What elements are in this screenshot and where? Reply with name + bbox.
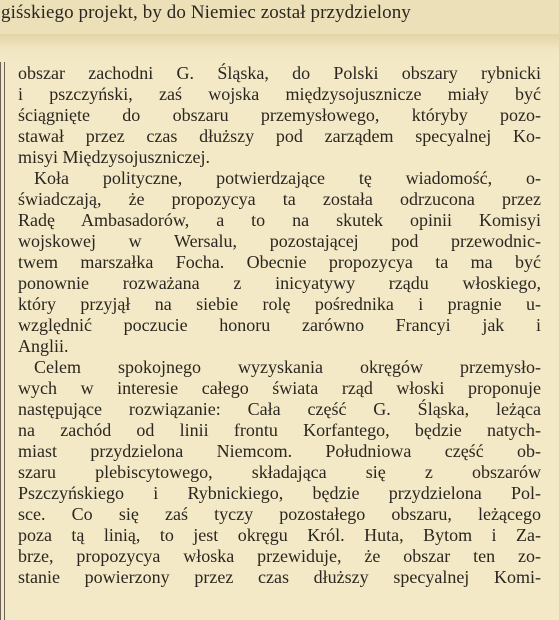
fragment-line: giśskiego projekt, by do Niemiec został przydzielony [1,2,411,23]
column-rule [0,62,1,620]
article-line: brze, propozycya włoska przewiduje, że obszar ten zo- [18,546,541,566]
article-line: Celem spokojnego wyzyskania okręgów przemysło- [34,357,541,377]
article-column [18,63,541,588]
article-line: szaru plebiscytowego, składająca się z obszarów [18,462,541,482]
article-line: wych w interesie całego świata rząd włoski proponuje [18,378,541,398]
article-line: świadczają, że propozycya ta została odrzucona przez [18,189,541,209]
column-rule-inner [4,62,5,620]
article-line: miast przydzielona Niemcom. Południowa część ob- [18,441,541,461]
article-line: stanie powierzony przez czas dłuższy specyalnej Komi- [18,567,541,587]
paper-fold [0,34,559,60]
article-line: obszar zachodni G. Śląska, do Polski obszary rybnicki [18,63,541,83]
article-line: Radę Ambasadorów, a to na skutek opinii Komisyi [18,210,541,230]
article-line: ściągnięte do obszaru przemysłowego, któryby pozo- [18,105,541,125]
article-line: ponownie rozważana z inicyatywy rządu włoskiego, [18,273,541,293]
article-line: misyi Międzysojuszniczej. [18,147,210,167]
article-line: sce. Co się zaś tyczy pozostałego obszaru, leżącego [18,504,541,524]
article-line: twem marszałka Focha. Obecnie propozycya ta ma być [18,252,541,272]
article-line: stawał przez czas dłuższy pod zarządem specyalnej Ko- [18,126,541,146]
article-line: Koła polityczne, potwierdzające tę wiadomość, o- [34,168,541,188]
article-line: na zachód od linii frontu Korfantego, będzie natych- [18,420,541,440]
article-line: wojskowej w Wersalu, pozostającej pod przewodnic- [18,231,541,251]
article-line: Anglii. [18,336,69,356]
article-line: i pszczyński, zaś wojska międzysojusznicze miały być [18,84,541,104]
article-line: Pszczyńskiego i Rybnickiego, będzie przydzielona Pol- [18,483,541,503]
article-line: względnić poczucie honoru zarówno Francyi jak i [18,315,541,335]
previous-column-fragment [0,0,559,34]
article-line: następujące rozwiązanie: Cała część G. Śląska, leżąca [18,399,541,419]
article-line: poza tą linią, to jest okręgu Król. Huta, Bytom i Za- [18,525,541,545]
article-line: który przyjął na siebie rolę pośrednika i pragnie u- [18,294,541,314]
